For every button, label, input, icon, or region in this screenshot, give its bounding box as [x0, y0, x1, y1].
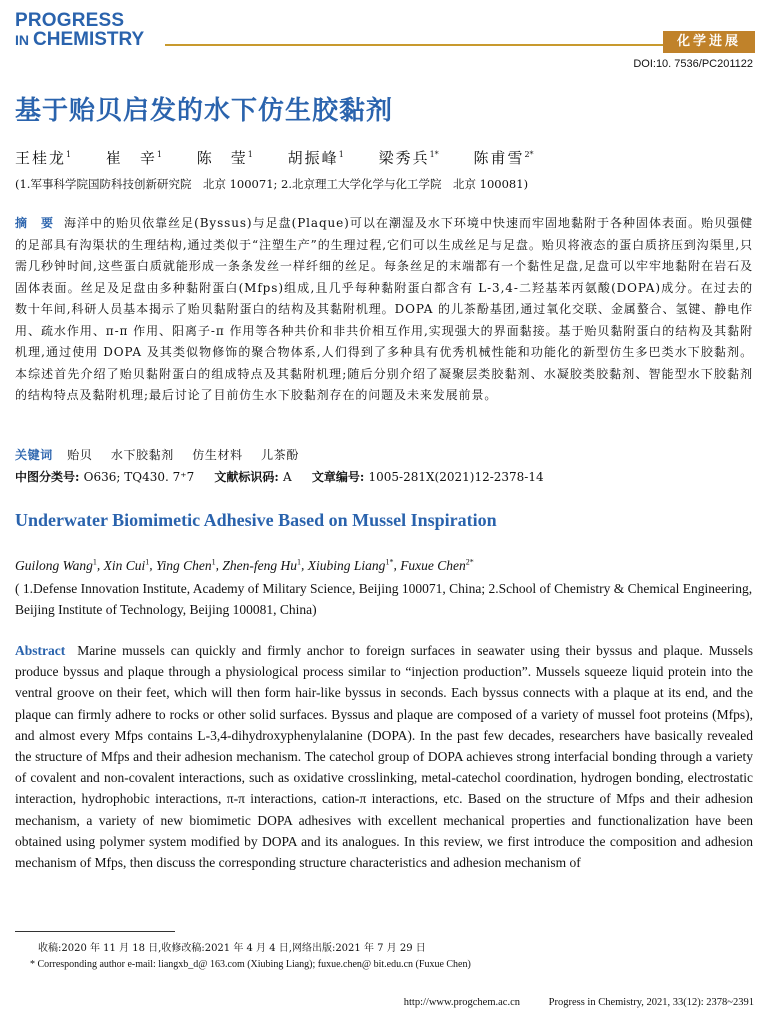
keywords-chinese	[15, 446, 313, 463]
keywords-label: 关键词	[15, 448, 53, 462]
author-en: Fuxue Chen$^{2*}$	[400, 557, 474, 573]
title-chinese: 基于贻贝启发的水下仿生胶黏剂	[15, 96, 394, 126]
abstract-english	[15, 640, 753, 873]
clc-label: 中图分类号:	[15, 470, 80, 484]
abstract-text-en: Marine mussels can quickly and firmly anchor to foreign surfaces in seawater using their byssus and plaque. Mussels produce byssus and plaque through a physiological process similar to “injection production”. Mussels squeeze liquid protein into the ventral groove on their feet, which will then form hair-like byssus in seconds. Each byssus connects with a plaque at its end, and the plaque can firmly adhere to rocks or other solid surfaces. Byssus and plaque are composed of a variety of mussel foot proteins (Mfps), and almost every Mfps contains L-3,4-dihydroxyphenylalanine (DOPA). In the past few decades, researchers have basically revealed the structure of Mfps and their adhesion mechanism. The catechol group of DOPA achieves strong interfacial bonding through a variety of covalent and non-covalent interactions, such as oxidative crosslinking, metal-catechol coordination, hydrogen bonding, electrostatic interaction, hydrophobic interactions, π-π interactions, cation-π interactions, etc. Based on the structure of Mfps and their adhesion mechanism, a variety of new biomimetic DOPA adhesives with excellent mechanical properties and functionalization have been obtained using polymer system modified by DOPA and its analogues. In this review, we first introduce the composition and adhesion mechanism of Mfps, then discuss the corresponding structure characteristics and adhesion mechanism of	[15, 643, 753, 871]
journal-logo-chemistry: CHEMISTRY	[33, 29, 145, 50]
author-en: Zhen-feng Hu$^1$	[222, 557, 302, 573]
author-en: Xiubing Liang$^{1*}$	[307, 557, 394, 573]
footnote-dates: 收稿:2020 年 11 月 18 日,收修改稿:2021 年 4 月 4 日,网络出版:2021 年 7 月 29 日	[38, 943, 426, 954]
keyword: 仿生材料	[192, 448, 243, 462]
author-en: Guilong Wang$^1$	[15, 557, 97, 573]
keyword: 水下胶黏剂	[110, 448, 174, 462]
journal-logo-line1: PROGRESS	[15, 10, 125, 31]
doc-code-value: A	[283, 470, 292, 484]
authors-english: Guilong Wang$^1$, Xin Cui$^1$, Ying Chen$^1$, Zhen-feng Hu$^1$, Xiubing Liang$^{1*}$, Fuxue Chen$^{2*}$	[15, 557, 474, 573]
affiliation-chinese: (1.军事科学院国防科技创新研究院 北京 100071; 2.北京理工大学化学与化工学院 北京 100081)	[15, 177, 529, 191]
abstract-label-cn: 摘 要	[15, 216, 55, 230]
author-en: Ying Chen$^1$	[156, 557, 216, 573]
footnote-rule	[15, 931, 175, 932]
article-number-label: 文章编号:	[311, 470, 365, 484]
abstract-chinese	[15, 213, 753, 407]
title-english: Underwater Biomimetic Adhesive Based on Mussel Inspiration	[15, 510, 497, 530]
clc-value: O636; TQ430. 7⁺7	[83, 470, 195, 484]
classification-line	[15, 468, 560, 485]
journal-url[interactable]: http://www.progchem.ac.cn	[403, 997, 520, 1008]
authors-chinese	[15, 147, 562, 168]
author-cn: 胡振峰$^1$	[287, 149, 344, 167]
abstract-label-en: Abstract	[15, 643, 66, 658]
citation: Progress in Chemistry, 2021, 33(12): 2378~2391	[548, 997, 754, 1008]
footnote-corresponding: * Corresponding author e-mail: liangxb_d@ 163.com (Xiubing Liang); fuxue.chen@ bit.edu.cn (Fuxue Chen)	[30, 959, 471, 970]
author-en: Xin Cui$^1$	[103, 557, 150, 573]
author-cn: 崔 辛$^1$	[105, 149, 162, 167]
header-rule	[165, 44, 667, 46]
doi[interactable]: DOI:10. 7536/PC201122	[633, 58, 753, 70]
page-footer	[404, 997, 754, 1008]
keyword: 儿茶酚	[261, 448, 299, 462]
journal-logo-line2	[15, 30, 144, 50]
author-cn: 王桂龙$^1$	[15, 149, 72, 167]
journal-logo-in: IN	[15, 32, 29, 48]
keyword: 贻贝	[67, 448, 93, 462]
affiliation-english: ( 1.Defense Innovation Institute, Academy of Military Science, Beijing 100071, China; 2.School of Chemistry & Chemical Engineering, Beijing Institute of Technology, Beijing 100081, China)	[15, 581, 753, 617]
section-tag: 化学进展	[663, 31, 755, 53]
article-number-value: 1005-281X(2021)12-2378-14	[368, 470, 544, 484]
abstract-text-cn: 海洋中的贻贝依靠丝足(Byssus)与足盘(Plaque)可以在潮湿及水下环境中快速而牢固地黏附于各种固体表面。贻贝强健的足部具有沟渠状的生理结构,通过类似于“注塑生产”的生理过程,它们可以生成丝足与足盘。贻贝将液态的蛋白质挤压到沟渠里,只需几秒钟时间,这些蛋白质就能形成一条条发丝一样纤细的丝足。每条丝足的末端都有一个黏性足盘,足盘可以牢牢地黏附在岩石及固体表面。丝足及足盘由多种黏附蛋白(Mfps)组成,且几乎每种黏附蛋白都含有 L-3,4-二羟基苯丙氨酸(DOPA)成分。在过去的数十年间,科研人员基本揭示了贻贝黏附蛋白的结构及其黏附机理。DOPA 的儿茶酚基团,通过氧化交联、金属螯合、氢键、静电作用、疏水作用、π-π 作用、阳离子-π 作用等各种共价和非共价相互作用,实现强大的界面黏接。基于贻贝黏附蛋白的结构及其黏附机理,通过使用 DOPA 及其类似物修饰的聚合物体系,人们得到了多种具有优秀机械性能和功能化的新型仿生多巴类水下胶黏剂。本综述首先介绍了贻贝黏附蛋白的组成特点及其黏附机理;随后分别介绍了凝聚层类胶黏剂、水凝胶类胶黏剂、智能型水下胶黏剂的结构特点及黏附机理;最后讨论了目前仿生水下胶黏剂存在的问题及未来发展前景。	[15, 216, 754, 402]
doc-code-label: 文献标识码:	[214, 470, 279, 484]
author-cn: 陈 莹$^1$	[196, 149, 253, 167]
author-cn: 梁秀兵$^{1*}$	[378, 149, 439, 167]
author-cn: 陈甫雪$^{2*}$	[473, 149, 534, 167]
